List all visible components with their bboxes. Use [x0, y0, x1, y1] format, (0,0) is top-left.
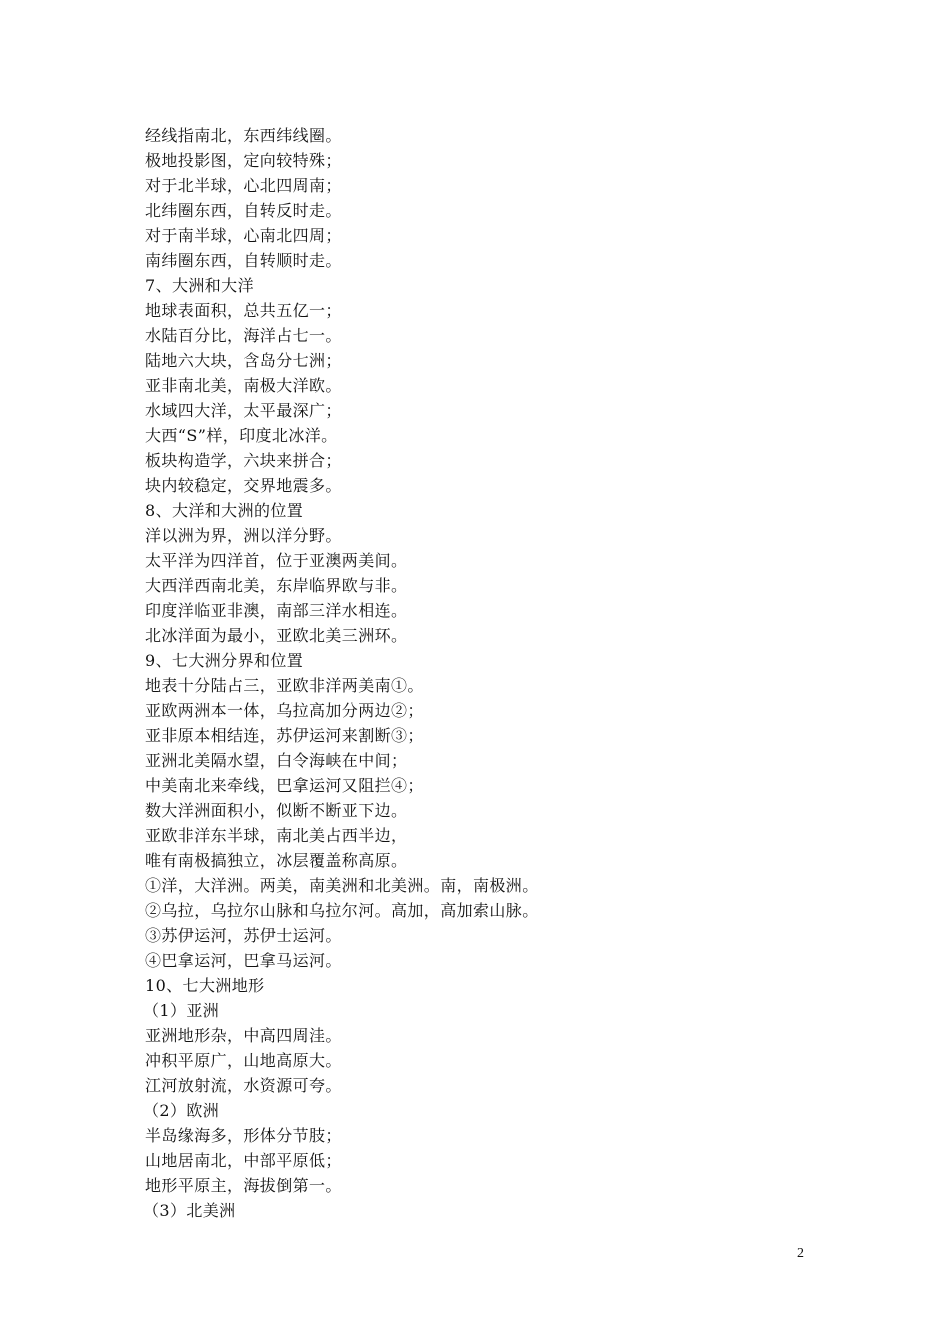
text-line: 亚洲北美隔水望，白令海峡在中间；	[145, 751, 408, 770]
subsection-heading: （1）亚洲	[143, 1001, 220, 1020]
text-line: 北纬圈东西，自转反时走。	[145, 201, 342, 220]
text-line: 地表十分陆占三，亚欧非洋两美南①。	[145, 676, 424, 695]
text-line: 北冰洋面为最小，亚欧北美三洲环。	[145, 626, 408, 645]
section-heading: 8、大洋和大洲的位置	[145, 501, 304, 520]
text-line: 地球表面积，总共五亿一；	[145, 301, 342, 320]
text-line: 唯有南极搞独立，冰层覆盖称高原。	[145, 851, 408, 870]
text-line: 亚洲地形杂，中高四周洼。	[145, 1026, 342, 1045]
text-line: 亚非原本相结连，苏伊运河来割断③；	[145, 726, 424, 745]
text-line: 经线指南北，东西纬线圈。	[145, 126, 342, 145]
text-line: 洋以洲为界，洲以洋分野。	[145, 526, 342, 545]
text-line: 水陆百分比，海洋占七一。	[145, 326, 342, 345]
text-line: 太平洋为四洋首，位于亚澳两美间。	[145, 551, 408, 570]
section-heading: 7、大洲和大洋	[145, 276, 254, 295]
text-line: 对于南半球，心南北四周；	[145, 226, 342, 245]
section-heading: 10、七大洲地形	[145, 976, 265, 995]
page-number: 2	[797, 1246, 804, 1261]
text-line: 印度洋临亚非澳，南部三洋水相连。	[145, 601, 408, 620]
text-line: 对于北半球，心北四周南；	[145, 176, 342, 195]
text-line: 极地投影图，定向较特殊；	[145, 151, 342, 170]
body-text	[145, 123, 845, 1223]
text-line: 数大洋洲面积小，似断不断亚下边。	[145, 801, 408, 820]
text-line: 半岛缘海多，形体分节肢；	[145, 1126, 342, 1145]
text-line: 亚非南北美，南极大洋欧。	[145, 376, 342, 395]
text-line: 块内较稳定，交界地震多。	[145, 476, 342, 495]
text-line: 板块构造学，六块来拼合；	[145, 451, 342, 470]
text-line: 中美南北来牵线，巴拿运河又阻拦④；	[145, 776, 424, 795]
note-line: ①洋，大洋洲。两美，南美洲和北美洲。南，南极洲。	[145, 876, 539, 895]
text-line: 江河放射流，水资源可夸。	[145, 1076, 342, 1095]
text-line: 水域四大洋，太平最深广；	[145, 401, 342, 420]
text-line: 大西洋西南北美，东岸临界欧与非。	[145, 576, 408, 595]
text-line: 南纬圈东西，自转顺时走。	[145, 251, 342, 270]
section-heading: 9、七大洲分界和位置	[145, 651, 304, 670]
text-line: 亚欧两洲本一体，乌拉高加分两边②；	[145, 701, 424, 720]
text-line: 大西“S”样，印度北冰洋。	[145, 426, 338, 445]
text-line: 冲积平原广，山地高原大。	[145, 1051, 342, 1070]
subsection-heading: （2）欧洲	[143, 1101, 220, 1120]
text-line: 亚欧非洋东半球，南北美占西半边，	[145, 826, 408, 845]
note-line: ②乌拉，乌拉尔山脉和乌拉尔河。高加，高加索山脉。	[145, 901, 539, 920]
subsection-heading: （3）北美洲	[143, 1201, 236, 1220]
note-line: ④巴拿运河，巴拿马运河。	[145, 951, 342, 970]
note-line: ③苏伊运河，苏伊士运河。	[145, 926, 342, 945]
text-line: 地形平原主，海拔倒第一。	[145, 1176, 342, 1195]
text-line: 陆地六大块，含岛分七洲；	[145, 351, 342, 370]
text-line: 山地居南北，中部平原低；	[145, 1151, 342, 1170]
